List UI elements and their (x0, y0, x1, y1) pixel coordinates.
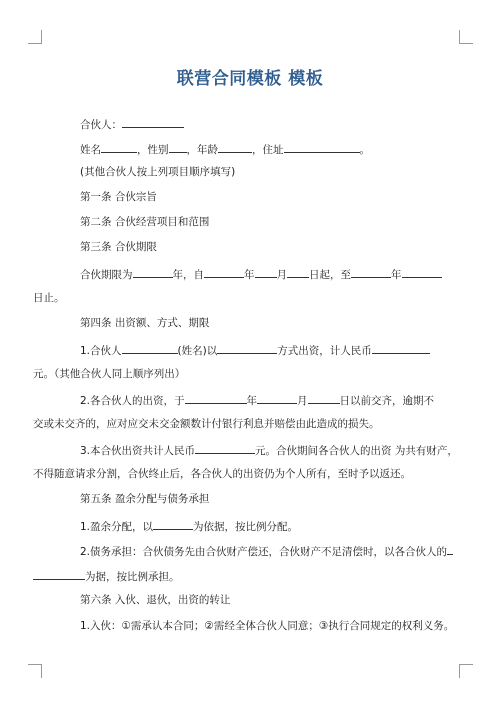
article-3-heading: 第三条 合伙期限 (80, 241, 157, 253)
address-blank (284, 141, 360, 153)
c2-blank-2 (257, 392, 297, 404)
contribution-1-line (80, 342, 430, 358)
join-line: 1.入伙：①需承认本合同；②需经全体合伙人同意；③执行合同规定的权利义务。 (80, 620, 455, 632)
partner-label: 合伙人： (80, 119, 122, 131)
p1-text-b: 为依据，按比例分配。 (193, 521, 299, 533)
term-text-a: 合伙期限为 (80, 269, 133, 281)
term-text-year1: 年，自 (172, 269, 204, 281)
crop-mark-bottom-right (459, 664, 473, 678)
debt-text: 2.债务承担：合伙债务先由合伙财产偿还，合伙财产不足清偿时，以各合伙人的 (80, 546, 448, 558)
contribution-2-line (80, 392, 434, 408)
term-text-year2: 年 (244, 269, 255, 281)
document-title: 联营合同模板 模板 (176, 69, 324, 89)
gender-blank (169, 141, 187, 153)
c1-blank-1 (122, 342, 178, 354)
term-line (80, 266, 442, 282)
debt-blank (33, 568, 85, 580)
article-2-heading: 第二条 合伙经营项目和范围 (80, 216, 210, 228)
p1-text-a: 1.盈余分配，以 (80, 521, 154, 533)
contribution-2-cont: 交或未交齐的，应对应交未交金额数计付银行利息并赔偿由此造成的损失。 (33, 418, 380, 430)
c1-text-a: 1.合伙人 (80, 345, 122, 357)
debt-blank-tail (447, 543, 453, 555)
debt-cont-text: 为据，按比例承担。 (85, 571, 180, 583)
partner-blank (122, 116, 184, 128)
term-blank-2 (204, 266, 244, 278)
term-blank-3 (255, 266, 277, 278)
c2-blank-3 (308, 392, 340, 404)
partner-line (80, 116, 184, 132)
debt-line (80, 543, 453, 559)
article-6-heading: 第六条 入伙、退伙，出资的转让 (80, 594, 231, 606)
address-label: ，住址 (252, 144, 284, 156)
c2-text-a: 2.各合伙人的出资，于 (80, 395, 185, 407)
c2-text-year: 年 (246, 395, 258, 407)
term-blank-6 (402, 266, 442, 278)
name-label: 姓名 (80, 144, 101, 156)
contribution-1-end: 元。（其他合伙人同上顺序列出） (33, 368, 186, 380)
article-4-heading: 第四条 出资额、方式、期限 (80, 317, 210, 329)
term-blank-4 (287, 266, 309, 278)
crop-mark-bottom-left (28, 664, 42, 678)
c1-text-b: (姓名)以 (177, 345, 218, 357)
term-end: 日止。 (33, 292, 65, 304)
crop-mark-top-right (459, 30, 473, 44)
info-end: 。 (359, 144, 370, 156)
c1-text-c: 方式出资，计人民币 (277, 345, 372, 357)
term-text-year3: 年 (391, 269, 402, 281)
c2-text-rest: 日以前交齐，逾期不 (339, 395, 435, 407)
c3-text-a: 3.本合伙出资共计人民币 (80, 445, 196, 457)
term-blank-5 (351, 266, 391, 278)
partner-note: (其他合伙人按上列项目顺序填写) (80, 166, 236, 178)
article-1-heading: 第一条 合伙宗旨 (80, 191, 157, 203)
age-label: ，年龄 (186, 144, 218, 156)
contribution-3-cont: 不得随意请求分割，合伙终止后，各合伙人的出资仍为个人所有，至时予以返还。 (33, 468, 411, 480)
c2-text-month: 月 (297, 395, 308, 407)
c2-blank-1 (185, 392, 247, 404)
age-blank (218, 141, 252, 153)
profit-line (80, 518, 298, 534)
name-blank (101, 141, 137, 153)
c3-text-b: 元。合伙期间各合伙人的出资 为共有财产， (255, 445, 458, 457)
p1-blank (153, 518, 193, 530)
crop-mark-top-left (28, 30, 42, 44)
gender-label: ，性别 (137, 144, 169, 156)
contribution-3-line (80, 442, 458, 458)
c3-blank-1 (195, 442, 255, 454)
term-text-month: 月 (276, 269, 287, 281)
c1-blank-3 (372, 342, 430, 354)
c1-blank-2 (217, 342, 277, 354)
debt-cont-line (33, 568, 180, 584)
article-5-heading: 第五条 盈余分配与债务承担 (80, 493, 210, 505)
term-blank-1 (133, 266, 173, 278)
personal-info-line (80, 141, 370, 157)
term-text-day: 日起，至 (309, 269, 351, 281)
